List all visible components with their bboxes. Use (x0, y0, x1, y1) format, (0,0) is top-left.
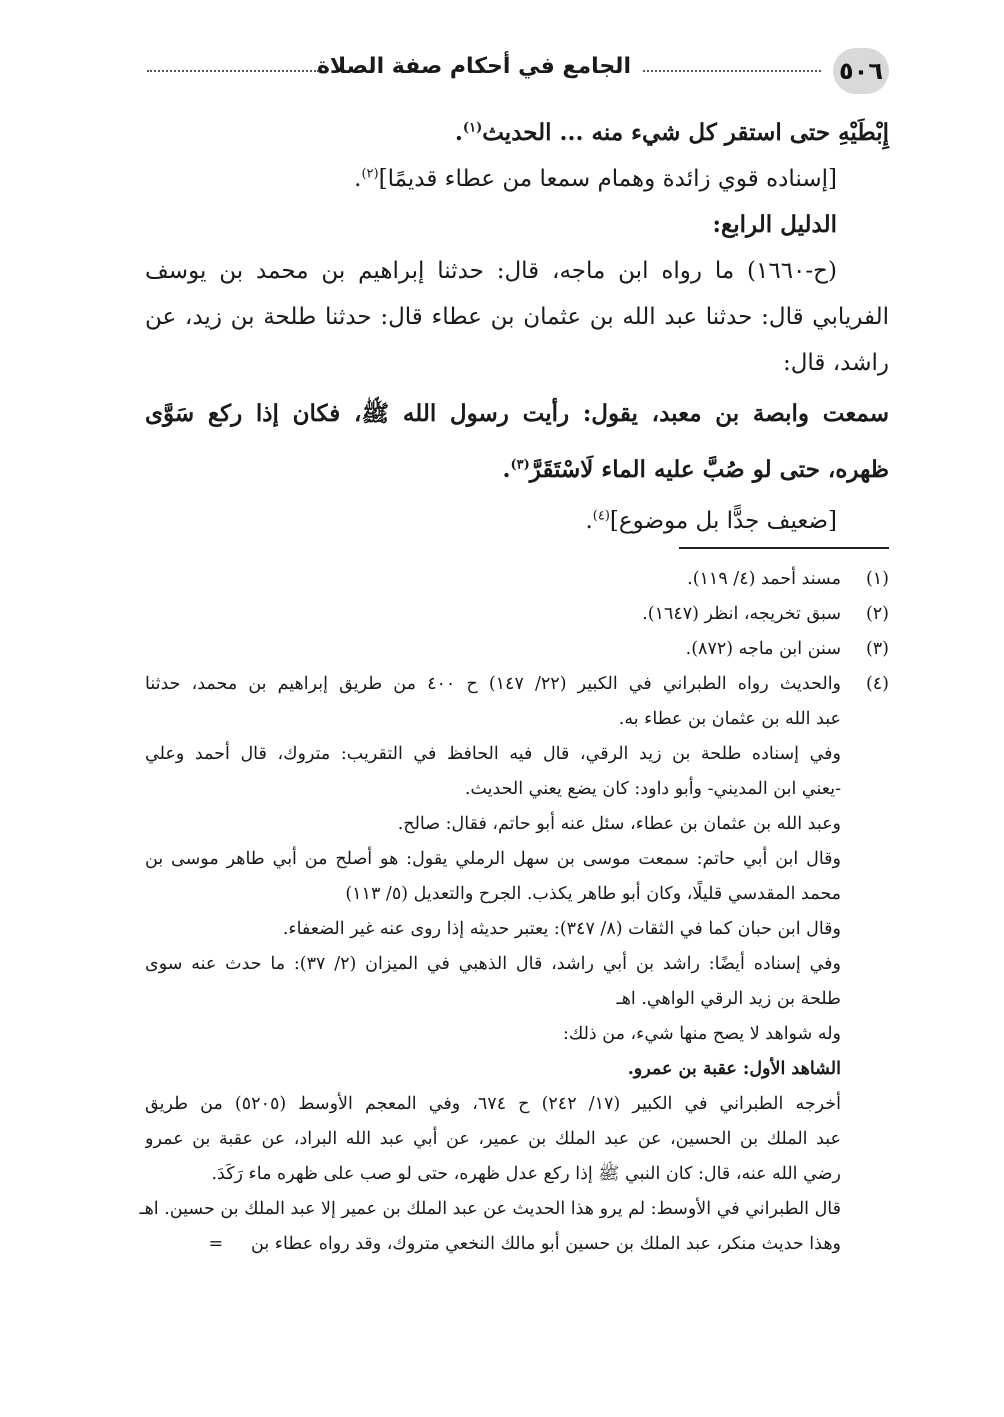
footnote-ref: (٢) (361, 166, 379, 182)
footnote-line: طلحة بن زيد الرقي الواهي. اهـ (616, 989, 841, 1009)
section-heading: الدليل الرابع: (712, 211, 837, 238)
footnote-4: (٤) والحديث رواه الطبراني في الكبير (٢٢/ ١٤٧) ح ٤٠٠ من طريق إبراهيم بن محمد، حدثنا (145, 667, 889, 702)
main-text (145, 110, 889, 544)
footnote-line: رضي الله عنه، قال: كان النبي ﷺ إذا ركع عدل ظهره، حتى لو صب على ظهره ماء رَكَدَ. (211, 1164, 841, 1184)
hadith-line: سمعت وابصة بن معبد، يقول: رأيت رسول الله ﷺ، فكان إذا ركع سَوَّى (145, 400, 889, 427)
footnote-line: وقال ابن حبان كما في الثقات (٨/ ٣٤٧): يعتبر حديثه إذا روى عنه غير الضعفاء. (282, 919, 841, 939)
footnotes (139, 562, 889, 1262)
text-line: [ضعيف جدًّا بل موضوع]$^{(٤)}$. (585, 508, 837, 534)
footnote-line: وقال ابن أبي حاتم: سمعت موسى بن سهل الرملي يقول: هو أصلح من أبي طاهر موسى بن (145, 849, 841, 869)
footnote-number: (١) (865, 569, 889, 589)
footnote-ref: (١) (462, 120, 483, 136)
header-dotted-rule-left (147, 70, 319, 72)
footnote-subheading: الشاهد الأول: عقبة بن عمرو. (627, 1059, 841, 1079)
header-dotted-rule-right (643, 70, 821, 72)
footnote-separator (679, 547, 889, 549)
footnote-line: وفي إسناده طلحة بن زيد الرقي، قال فيه الحافظ في التقريب: متروك، قال أحمد وعلي (145, 744, 841, 764)
footnote-line: وهذا حديث منكر، عبد الملك بن حسين أبو مالك النخعي متروك، وقد رواه عطاء بن = (208, 1234, 841, 1254)
footnote-3: (٣) سنن ابن ماجه (٨٧٢). (145, 632, 889, 667)
text-line: [إسناده قوي زائدة وهمام سمعا من عطاء قديمًا]$^{(٢)}$. (354, 166, 837, 192)
footnote-1: (١) مسند أحمد (٤/ ١١٩). (145, 562, 889, 597)
footnote-line: قال الطبراني في الأوسط: لم يرو هذا الحديث عن عبد الملك بن عمير إلا عبد الملك بن حسين. اهـ (139, 1199, 841, 1219)
text-line: راشد، قال: (782, 350, 889, 376)
footnote-number: (٤) (865, 674, 889, 694)
footnote-line: عبد الملك بن الحسين، عن عبد الملك بن عمير، عن أبي عبد الله البراد، عن عقبة بن عمرو (145, 1129, 841, 1149)
footnote-line: -يعني ابن المديني- وأبو داود: كان يضع يعني الحديث. (464, 779, 841, 799)
footnote-line: محمد المقدسي قليلًا، وكان أبو طاهر يكذب. الجرح والتعديل (٥/ ١١٣) (345, 884, 841, 904)
running-header (145, 48, 889, 96)
hadith-line: ظهره، حتى لو صُبَّ عليه الماء لَاسْتَقَرَّ$^{(٣)}$. (502, 456, 889, 483)
book-title: الجامع في أحكام صفة الصلاة (316, 54, 631, 79)
text-line: (ح-١٦٦٠) ما رواه ابن ماجه، قال: حدثنا إبراهيم بن محمد بن يوسف (145, 258, 837, 284)
footnote-ref: (٣) (510, 457, 530, 473)
footnote-line: أخرجه الطبراني في الكبير (١٧/ ٢٤٢) ح ٦٧٤، وفي المعجم الأوسط (٥٢٠٥) من طريق (145, 1094, 841, 1114)
page-number: ٥٠٦ (833, 48, 889, 94)
footnote-line: وعبد الله بن عثمان بن عطاء، سئل عنه أبو حاتم، فقال: صالح. (397, 814, 841, 834)
text-line: الفريابي قال: حدثنا عبد الله بن عثمان بن عطاء قال: حدثنا طلحة بن زيد، عن (145, 304, 889, 330)
text-line: إِبْطَيْهِ حتى استقر كل شيء منه ... الحديث$^{(١)}$. (454, 119, 889, 146)
footnote-line: عبد الله بن عثمان بن عطاء به. (618, 709, 841, 729)
continuation-mark: = (208, 1234, 224, 1254)
footnote-2: (٢) سبق تخريجه، انظر (١٦٤٧). (145, 597, 889, 632)
footnote-number: (٢) (865, 604, 889, 624)
footnote-ref: (٤) (592, 508, 610, 524)
footnote-line: وله شواهد لا يصح منها شيء، من ذلك: (562, 1024, 841, 1044)
footnote-number: (٣) (865, 639, 889, 659)
footnote-line: وفي إسناده أيضًا: راشد بن أبي راشد، قال الذهبي في الميزان (٢/ ٣٧): ما حدث عنه سوى (145, 954, 841, 974)
